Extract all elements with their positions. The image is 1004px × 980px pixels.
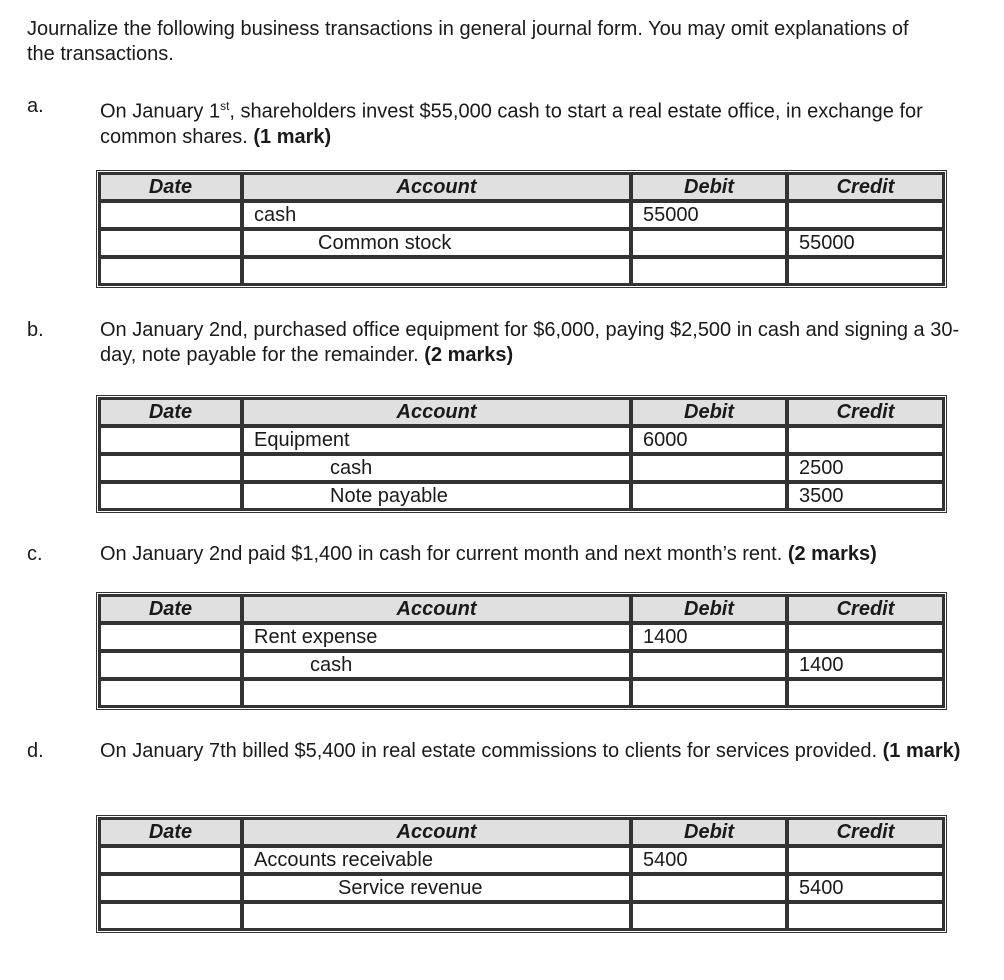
- account-cell[interactable]: [242, 902, 631, 930]
- debit-cell[interactable]: [631, 229, 787, 257]
- question-letter: d.: [27, 740, 44, 762]
- journal-table-b: [96, 395, 947, 513]
- account-cell[interactable]: Service revenue: [242, 874, 631, 902]
- date-cell[interactable]: [99, 454, 242, 482]
- header-debit: Debit: [631, 595, 787, 623]
- account-cell[interactable]: Note payable: [242, 482, 631, 510]
- question-letter: b.: [27, 319, 44, 341]
- debit-cell[interactable]: [631, 679, 787, 707]
- credit-cell[interactable]: 1400: [787, 651, 944, 679]
- header-date: Date: [99, 173, 242, 201]
- date-cell[interactable]: [99, 482, 242, 510]
- table-row: [99, 482, 944, 510]
- table-row: [99, 257, 944, 285]
- marks: (2 marks): [787, 543, 877, 565]
- header-date: Date: [99, 595, 242, 623]
- account-cell[interactable]: [242, 679, 631, 707]
- debit-cell[interactable]: [631, 651, 787, 679]
- credit-cell[interactable]: [787, 623, 944, 651]
- debit-cell[interactable]: [631, 902, 787, 930]
- ordinal-suffix: st: [220, 99, 230, 113]
- credit-cell[interactable]: 55000: [787, 229, 944, 257]
- journal-table-d: [96, 815, 947, 933]
- date-cell[interactable]: [99, 201, 242, 229]
- question-text: On January 2nd paid $1,400 in cash for current month and next month’s rent. (2 marks): [100, 543, 877, 565]
- debit-cell[interactable]: 6000: [631, 426, 787, 454]
- credit-cell[interactable]: 3500: [787, 482, 944, 510]
- marks: (1 mark): [253, 125, 332, 148]
- table-row: [99, 229, 944, 257]
- question-letter: c.: [27, 543, 43, 565]
- debit-cell[interactable]: [631, 482, 787, 510]
- account-cell[interactable]: Accounts receivable: [242, 846, 631, 874]
- credit-cell[interactable]: 5400: [787, 874, 944, 902]
- table-row: [99, 426, 944, 454]
- table-row: [99, 623, 944, 651]
- date-cell[interactable]: [99, 679, 242, 707]
- account-cell[interactable]: Equipment: [242, 426, 631, 454]
- header-account: Account: [242, 818, 631, 846]
- account-cell[interactable]: cash: [242, 201, 631, 229]
- header-account: Account: [242, 398, 631, 426]
- table-row: [99, 201, 944, 229]
- header-debit: Debit: [631, 173, 787, 201]
- date-cell[interactable]: [99, 874, 242, 902]
- date-cell[interactable]: [99, 229, 242, 257]
- table-row: [99, 679, 944, 707]
- header-credit: Credit: [787, 595, 944, 623]
- account-cell[interactable]: cash: [242, 454, 631, 482]
- table-row: [99, 902, 944, 930]
- question-letter: a.: [27, 95, 44, 117]
- date-cell[interactable]: [99, 846, 242, 874]
- debit-cell[interactable]: 5400: [631, 846, 787, 874]
- instructions: Journalize the following business transactions in general journal form. You may omit explanations of the transactions.: [27, 18, 909, 65]
- date-cell[interactable]: [99, 426, 242, 454]
- header-date: Date: [99, 398, 242, 426]
- debit-cell[interactable]: [631, 257, 787, 285]
- header-date: Date: [99, 818, 242, 846]
- date-cell[interactable]: [99, 902, 242, 930]
- table-row: [99, 874, 944, 902]
- question-text: On January 2nd, purchased office equipment for $6,000, paying $2,500 in cash and signing a 30-day, note payable for the remainder. (2 marks): [100, 319, 960, 366]
- debit-cell[interactable]: [631, 454, 787, 482]
- date-cell[interactable]: [99, 651, 242, 679]
- date-cell[interactable]: [99, 623, 242, 651]
- header-debit: Debit: [631, 398, 787, 426]
- account-cell[interactable]: [242, 257, 631, 285]
- account-cell[interactable]: Rent expense: [242, 623, 631, 651]
- credit-cell[interactable]: [787, 201, 944, 229]
- debit-cell[interactable]: [631, 874, 787, 902]
- journal-table-c: [96, 592, 947, 710]
- credit-cell[interactable]: [787, 679, 944, 707]
- credit-cell[interactable]: [787, 426, 944, 454]
- credit-cell[interactable]: [787, 902, 944, 930]
- credit-cell[interactable]: [787, 257, 944, 285]
- header-credit: Credit: [787, 173, 944, 201]
- credit-cell[interactable]: 2500: [787, 454, 944, 482]
- account-cell[interactable]: cash: [242, 651, 631, 679]
- debit-cell[interactable]: 55000: [631, 201, 787, 229]
- marks: (1 mark): [882, 740, 961, 762]
- table-row: [99, 454, 944, 482]
- header-debit: Debit: [631, 818, 787, 846]
- debit-cell[interactable]: 1400: [631, 623, 787, 651]
- header-account: Account: [242, 595, 631, 623]
- question-text: On January 1st, shareholders invest $55,000 cash to start a real estate office, in exchange for common shares. (1 mark): [100, 99, 923, 148]
- header-credit: Credit: [787, 818, 944, 846]
- header-account: Account: [242, 173, 631, 201]
- account-cell[interactable]: Common stock: [242, 229, 631, 257]
- journal-table-a: [96, 170, 947, 288]
- date-cell[interactable]: [99, 257, 242, 285]
- table-row: [99, 846, 944, 874]
- marks: (2 marks): [424, 344, 514, 366]
- question-text: On January 7th billed $5,400 in real estate commissions to clients for services provided. (1 mark): [100, 740, 961, 762]
- table-row: [99, 651, 944, 679]
- credit-cell[interactable]: [787, 846, 944, 874]
- header-credit: Credit: [787, 398, 944, 426]
